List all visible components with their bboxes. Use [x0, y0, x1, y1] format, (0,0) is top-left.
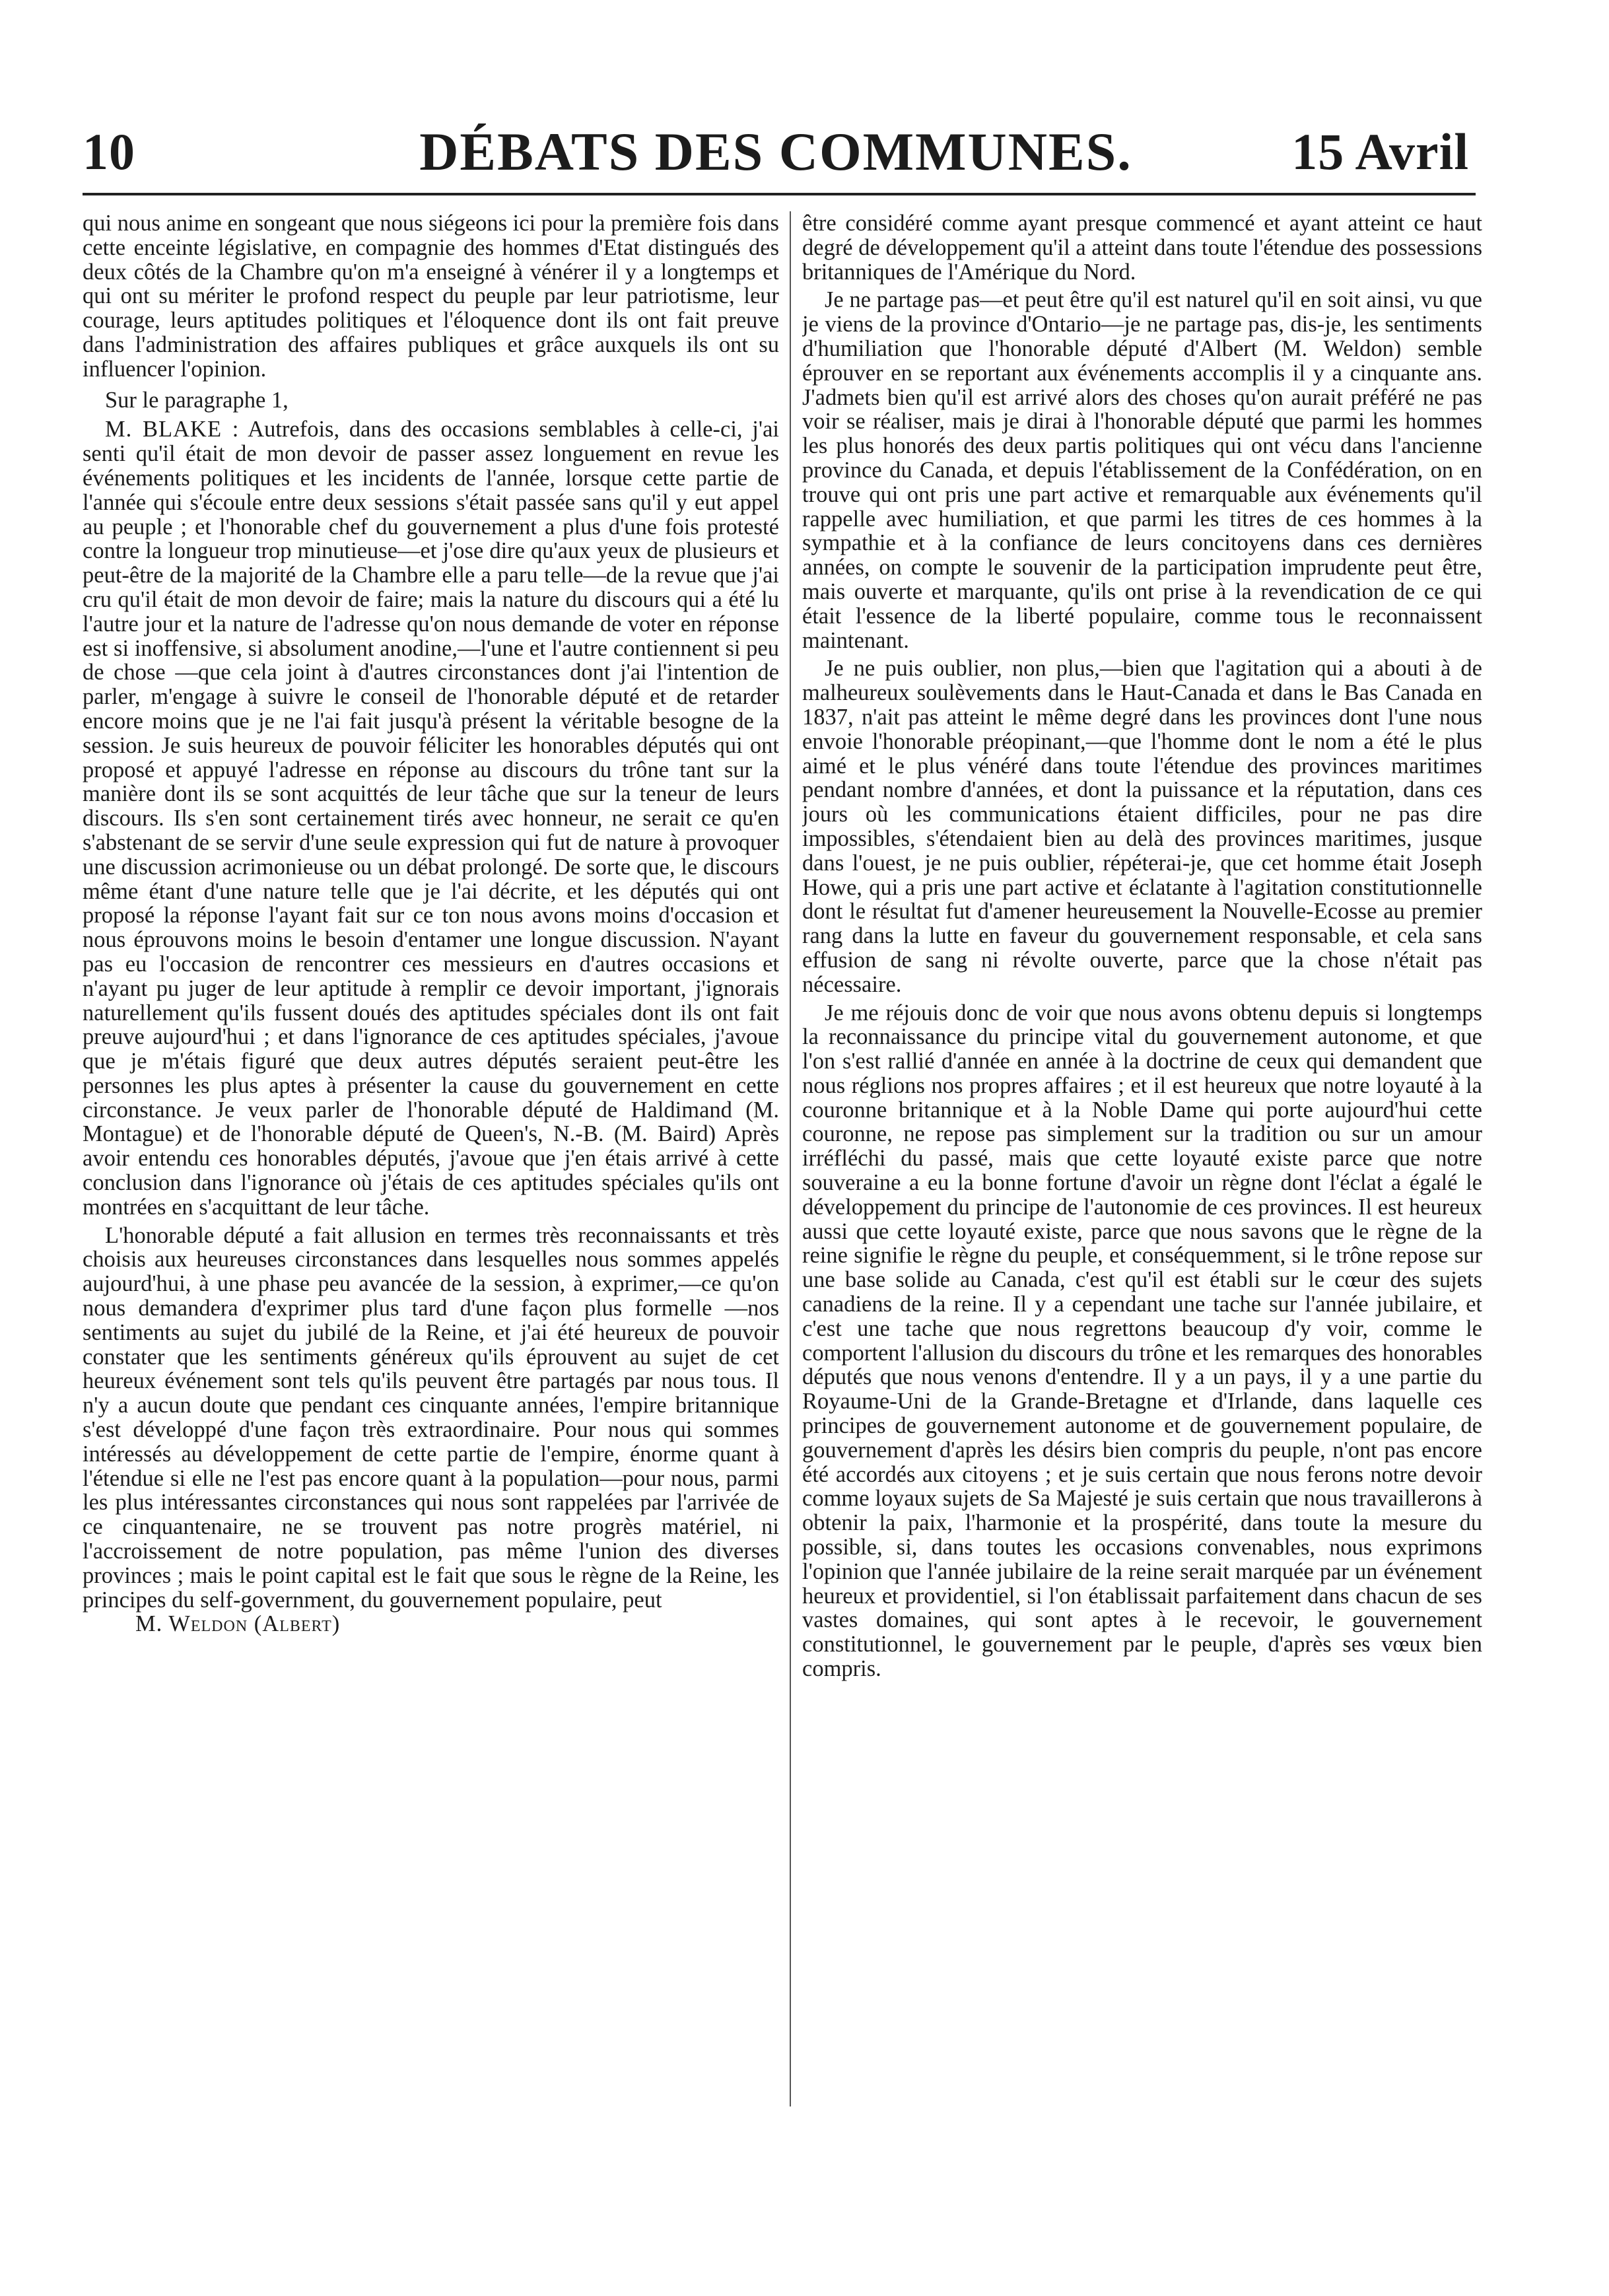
page-header [83, 119, 1469, 185]
header-date: 15 Avril [1291, 123, 1469, 180]
paragraph: Je ne partage pas—et peut être qu'il est naturel qu'il en soit ainsi, vu que je viens de la province d'Ontario—je ne partage pas, dis-je, les sentiments d'humiliation que l'honorable député d'Albert (M. Weldon) semble éprouver en se reportant aux événements accomplis il y a cinquante ans. J'admets bien qu'il est arrivé alors des choses qu'on aurait préféré ne pas voir se réaliser, mais je dirai à l'honorable député que parmi les hommes les plus honorés des deux partis politiques qui ont vécu dans l'ancienne province du Canada, et depuis l'établissement de la Confédération, on en trouve qui ont pris une part active et remarquable aux événements qu'il rappelle avec humiliation, et que parmi les titres de ces hommes à la sympathie et à la confiance de leurs concitoyens dans ces dernières années, on compte le souvenir de la participation imprudente peut être, mais ouverte et marquante, qu'ils ont prise à la revendication de ce qui était l'essence de la liberté populaire, comme tous le reconnaissent maintenant. [802, 287, 1482, 653]
running-title: DÉBATS DES COMMUNES. [419, 122, 1132, 182]
paragraph: Je ne puis oublier, non plus,—bien que l'agitation qui a abouti à de malheureux soulèvements dans le Haut-Canada et dans le Bas Canada en 1837, n'ait pas atteint le même degré dans les provinces dont l'une nous envoie l'honorable préopinant,—que l'homme dont le nom a été le plus aimé et le plus vénéré dans toute l'étendue des provinces maritimes pendant nombre d'années, et dont la puissance et la réputation, dans ces jours où les communications étaient difficiles, pour ne pas dire impossibles, s'étendaient bien au delà des provinces maritimes, jusque dans l'ouest, je ne puis oublier, répéterai-je, que cet homme était Joseph Howe, qui a pris une part active et éclatante à l'agitation constitutionnelle dont le résultat fut d'amener heureusement la Nouvelle-Ecosse au premier rang dans la lutte en faveur du gouvernement responsable, et cela sans effusion de sang ni révolte ouverte, parce que la chose n'était pas nécessaire. [802, 656, 1482, 997]
right-column [802, 211, 1482, 2252]
left-column [83, 211, 779, 2252]
speech-text: Autrefois, dans des occasions semblables à celle-ci, j'ai senti qu'il était de mon devoir de passer assez longuement en revue les événements politiques et les incidents de l'année, lorsque cette partie de l'année qui s'écoule entre deux sessions s'était passée sans qu'il y eut appel au peuple ; et l'honorable chef du gouvernement a plus d'une fois protesté contre la longueur trop minutieuse—et j'ose dire qu'aux yeux de plusieurs et peut-être de la majorité de la Chambre elle a paru telle—de la revue que j'ai cru qu'il était de mon devoir de faire; mais la nature du discours qui a été lu l'autre jour et la nature de l'adresse qu'on nous demande de voter en réponse est si inoffensive, si absolument anodine,—l'une et l'autre contiennent si peu de chose —que cela joint à d'autres circonstances dont j'ai l'intention de parler, m'engage à suivre le conseil de l'honorable député et de retarder encore moins que je ne l'ai fait jusqu'à présent la véritable besogne de la session. Je suis heureux de pouvoir féliciter les honorables députés qui ont proposé et appuyé l'adresse en réponse au discours du trône tant sur la manière dont ils se sont acquittés de leur tâche que sur la teneur de leurs discours. Ils s'en sont certainement tirés avec honneur, ne serait ce qu'en s'abstenant de se servir d'une seule expression qui fut de nature à provoquer une discussion acrimonieuse ou un débat prolongé. De sorte que, le discours même étant d'une nature telle que je l'ai décrite, et les députés qui ont proposé la réponse l'ayant fait sur ce ton nous avons moins d'occasion et nous éprouvons moins le besoin d'entamer une longue discussion. N'ayant pas eu l'occasion de rencontrer ces messieurs en d'autres occasions et n'ayant pu juger de leur aptitude à remplir ce devoir important, j'ignorais naturellement qu'ils fussent doués des aptitudes spéciales dont ils ont fait preuve aujourd'hui ; et dans l'ignorance de ces aptitudes spéciales, j'avoue que je m'étais figuré que deux autres députés seraient peut-être les personnes les plus aptes à présenter la cause du gouvernement en cette circonstance. Je veux parler de l'honorable député de Haldimand (M. Montague) et de l'honorable député de Queen's, N.-B. (M. Baird) Après avoir entendu ces honorables députés, j'avoue que j'en étais arrivé à cette conclusion dans l'ignorance où j'étais de ces aptitudes spéciales qu'ils ont montrées en s'acquittant de leur tâche. [83, 417, 779, 1220]
speaker-name: M. BLAKE : [105, 417, 240, 442]
paragraph: Je me réjouis donc de voir que nous avons obtenu depuis si longtemps la reconnaissance du principe vital du gouvernement autonome, et que l'on s'est rallié d'année en année à la doctrine de ceux qui demandent que nous réglions nos propres affaires ; et il est heureux que notre loyauté à la couronne britannique et à la Noble Dame qui porte aujourd'hui cette couronne, ne repose pas simplement sur la tradition ou sur un amour irréfléchi du passé, mais que cette loyauté existe parce que notre souveraine a eu la bonne fortune d'avoir un règne dont l'éclat a égalé le développement du principe de l'autonomie de ces provinces. Il est heureux aussi que cette loyauté existe, parce que nous savons que le règne de la reine signifie le règne du peuple, et conséquemment, si le trône repose sur une base solide au Canada, c'est qu'il est établi sur le cœur des sujets canadiens de la reine. Il y a cependant une tache sur l'année jubilaire, et c'est une tache que nous regrettons beaucoup d'y voir, comme le comportent l'allusion du discours du trône et les remarques des honorables députés que nous venons d'entendre. Il y a un pays, il y a une partie du Royaume-Uni de la Grande-Bretagne et d'Irlande, dans laquelle ces principes de gouvernement autonome et de gouvernement populaire, de gouvernement d'après les désirs bien compris du peuple, n'ont pas encore été accordés aux citoyens ; et je suis certain que nous ferons notre devoir comme loyaux sujets de Sa Majesté je suis certain que nous travaillerons à obtenir la paix, l'harmonie et la prospérité, dans toute la mesure du possible, si, dans toutes les occasions convenables, nous exprimons l'opinion que l'année jubilaire de la reine serait marquée par un événement heureux et providentiel, si l'on établissait parfaitement dans chacun de ses vastes domaines, qui sont aptes à le recevoir, le gouvernement constitutionnel, le gouvernement par le peuple, d'après ses vœux bien compris. [802, 1000, 1482, 1682]
paragraph-label: Sur le paragraphe 1, [105, 387, 289, 413]
header-rule [83, 193, 1476, 195]
paragraph: qui nous anime en songeant que nous siégeons ici pour la première fois dans cette enceinte législative, en compagnie des hommes d'Etat distingués des deux côtés de la Chambre qu'on m'a enseigné à vénérer il y a longtemps et qui ont su mériter le profond respect du peuple par leur patriotisme, leur courage, leurs aptitudes politiques et l'éloquence dont ils ont fait preuve dans l'administration des affaires publiques et grâce auxquels ils ont su influencer l'opinion. [83, 211, 779, 382]
paragraph: être considéré comme ayant presque commencé et ayant atteint ce haut degré de développement qu'il a atteint dans toute l'étendue des possessions britanniques de l'Amérique du Nord. [802, 211, 1482, 285]
interjection [83, 1612, 779, 1636]
speech-paragraph [83, 417, 779, 1219]
column-divider [790, 211, 791, 2106]
page-number: 10 [83, 123, 135, 180]
speaker-name: M. Weldon (Albert) [135, 1611, 341, 1637]
paragraph: L'honorable député a fait allusion en termes très reconnaissants et très choisis aux heureuses circonstances dans lesquelles nous sommes appelés aujourd'hui, à une phase peu avancée de la session, à exprimer,—ce qu'on nous demandera d'exprimer plus tard d'une façon plus formelle —nos sentiments au sujet du jubilé de la Reine, et j'ai été heureux de pouvoir constater que les sentiments généreux qu'ils éprouvent au sujet de cet heureux événement sont tels qu'ils peuvent être partagés par nous tous. Il n'y a aucun doute que pendant ces cinquante années, l'empire britannique s'est développé d'une façon très extraordinaire. Pour nous qui sommes intéressés au développement de cette partie de l'empire, énorme quant à l'étendue si elle ne l'est pas encore quant à la population—pour nous, parmi les plus intéressantes circonstances qui nous sont rappelées par l'arrivée de ce cinquantenaire, ne se trouvent pas notre progrès matériel, ni l'accroissement de notre population, pas même l'union des diverses provinces ; mais le point capital est le fait que sous le règne de la Reine, les principes du self-government, du gouvernement populaire, peut [83, 1222, 779, 1613]
